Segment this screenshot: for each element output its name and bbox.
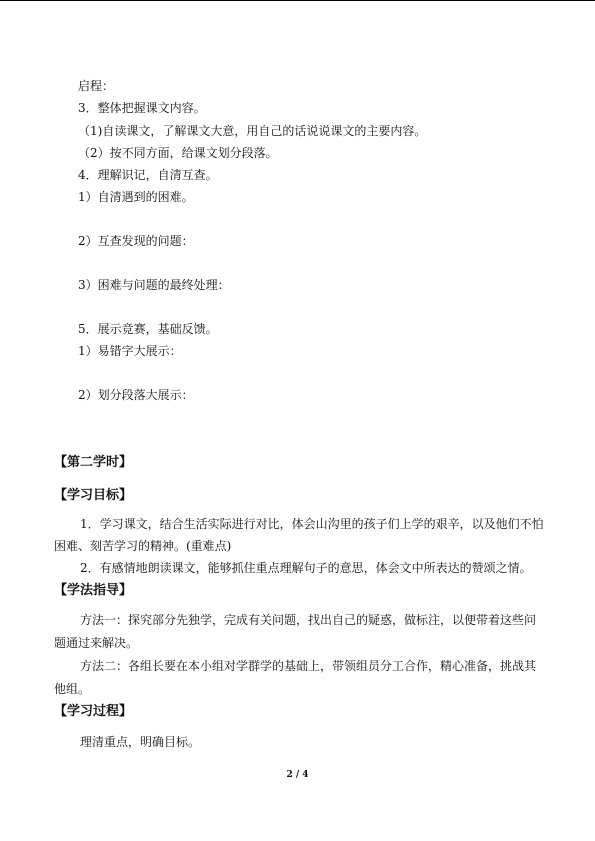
method-line-1: 方法一：探究部分先独学，完成有关问题，找出自己的疑惑，做标注，以便带着这些问	[80, 613, 537, 627]
text-line-item-4: 4．理解识记，自清互查。	[78, 168, 218, 182]
text-line-item-3: 3．整体把握课文内容。	[78, 101, 206, 115]
goal-line-1: 1．学习课文，结合生活实际进行对比，体会山沟里的孩子们上学的艰辛，以及他们不怕	[80, 517, 544, 531]
section-heading-process: 【学习过程】	[54, 704, 133, 719]
text-line-item-3-2: （2）按不同方面，给课文划分段落。	[78, 146, 278, 160]
section-heading-goals: 【学习目标】	[54, 488, 133, 503]
goal-line-1-cont: 困难、刻苦学习的精神。(重难点)	[54, 539, 232, 553]
text-line-item-5-1: 1）易错字大展示：	[78, 344, 182, 358]
method-line-2: 方法二：各组长要在本小组对学群学的基础上，带领组员分工合作，精心准备，挑战其	[80, 659, 537, 673]
text-line-item-4-3: 3）困难与问题的最终处理：	[78, 278, 230, 292]
section-heading-lesson-2: 【第二学时】	[54, 455, 133, 470]
top-border-line	[0, 0, 595, 1]
text-line-item-3-1: （1)自读课文，了解课文大意，用自己的话说说课文的主要内容。	[78, 124, 427, 138]
goal-line-2: 2．有感情地朗读课文，能够抓住重点理解句子的意思，体会文中所表达的赞颂之情。	[80, 561, 532, 575]
method-line-1-cont: 题通过来解决。	[54, 636, 139, 650]
text-line-item-5-2: 2）划分段落大展示：	[78, 388, 194, 402]
section-heading-method: 【学法指导】	[54, 583, 133, 598]
method-line-2-cont: 他组。	[54, 682, 91, 696]
process-line-1: 理清重点，明确目标。	[80, 735, 201, 749]
text-line-item-4-2: 2）互查发现的问题：	[78, 234, 194, 248]
text-line-item-5: 5．展示竞赛，基础反馈。	[78, 322, 218, 336]
text-line-qicheng: 启程：	[78, 79, 115, 93]
page-number: 2 / 4	[286, 770, 309, 780]
text-line-item-4-1: 1）自清遇到的困难。	[78, 190, 194, 204]
